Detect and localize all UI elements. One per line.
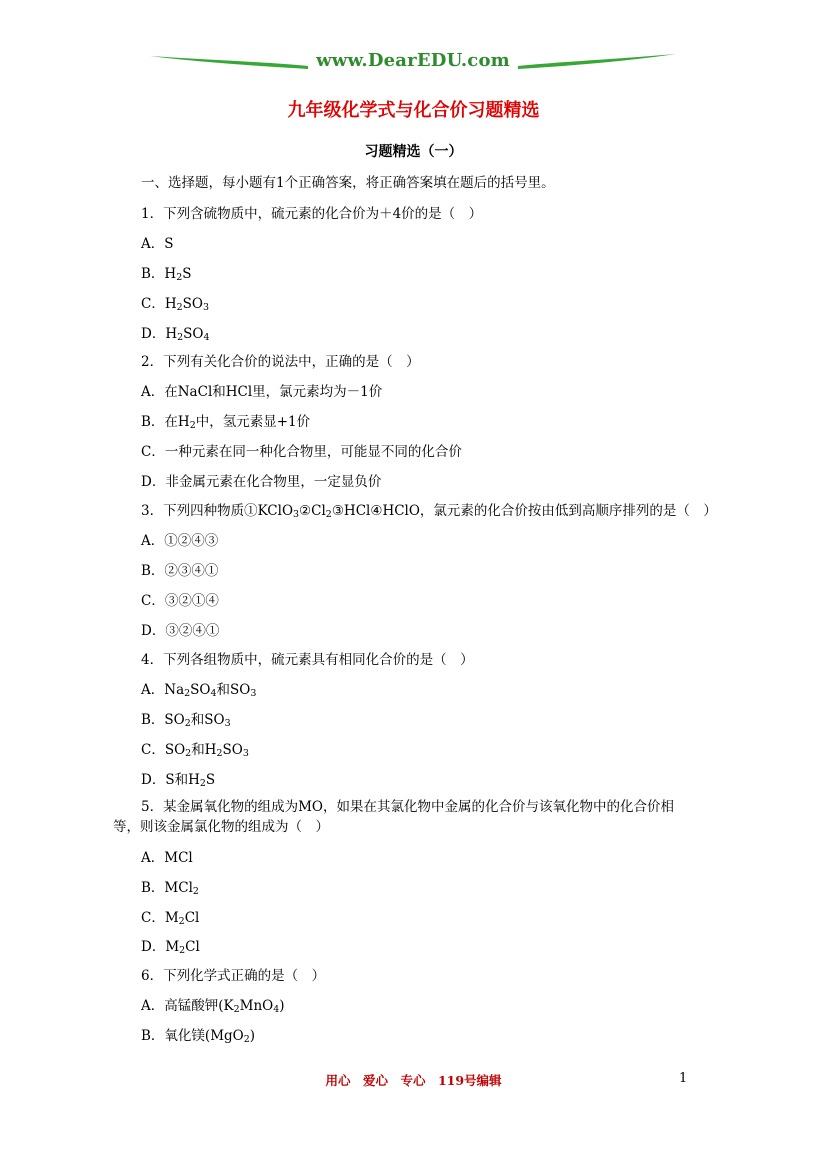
page-number: 1 <box>679 1071 688 1086</box>
answer-option: B．MCl$_2$ <box>141 880 199 897</box>
answer-option: B．氧化镁(MgO$_2$) <box>141 1028 256 1045</box>
answer-option: C．$M_2Cl$ <box>141 910 200 927</box>
answer-option: D．$M_2Cl$ <box>141 939 200 956</box>
answer-option: A．S <box>141 236 174 252</box>
question-stem: 3．下列四种物质$①KClO_3②Cl_2③HCl④HClO$，氯元素的化合价按由低到高顺序排列的是（ ） <box>141 503 717 520</box>
answer-option: D．S和$H_2S$ <box>141 772 216 789</box>
answer-option: A．$Na_2SO_4$和$SO_3$ <box>141 682 257 699</box>
site-url[interactable]: www.DearEDU.com <box>316 50 510 71</box>
question-stem: 5．某金属氧化物的组成为MO，如果在其氯化物中金属的化合价与该氧化物中的化合价相等，则该金属氯化物的组成为（ ） <box>113 799 674 835</box>
footer-text: 用心 爱心 专心 119号编辑 <box>325 1073 502 1088</box>
document-title: 九年级化学式与化合价习题精选 <box>287 100 540 121</box>
answer-option: D．③②④① <box>141 623 220 639</box>
header-banner <box>148 48 678 78</box>
answer-option: C．一种元素在同一种化合物里，可能显不同的化合价 <box>141 444 462 460</box>
answer-option: B．②③④① <box>141 563 219 579</box>
section-title: 习题精选（一） <box>364 144 463 160</box>
question-stem: 1．下列含硫物质中，硫元素的化合价为＋4价的是（ ） <box>141 206 483 222</box>
answer-option: C．③②①④ <box>141 593 219 609</box>
instruction-text: 一、选择题，每小题有1个正确答案，将正确答案填在题后的括号里。 <box>141 175 555 191</box>
question-stem: 6．下列化学式正确的是（ ） <box>141 968 326 984</box>
answer-option: A．①②④③ <box>141 533 219 549</box>
answer-option: D．非金属元素在化合物里，一定显负价 <box>141 474 382 490</box>
answer-option: A．高锰酸钾$(K_2MnO_4)$ <box>141 998 285 1015</box>
answer-option: C．$SO_2$和$H_2SO_3$ <box>141 742 249 759</box>
answer-option: A．MCl <box>141 850 193 866</box>
answer-option: B．$SO_2$和$SO_3$ <box>141 712 231 729</box>
answer-option: C．$H_2SO_3$ <box>141 296 209 313</box>
answer-option: D．$H_2SO_4$ <box>141 326 210 343</box>
question-stem: 4．下列各组物质中，硫元素具有相同化合价的是（ ） <box>141 652 474 668</box>
answer-option: B．在$H_2$中，氢元素显+1价 <box>141 414 311 431</box>
answer-option: A．在NaCl和HCl里，氯元素均为－1价 <box>141 384 383 400</box>
answer-option: B．$H_2S$ <box>141 266 192 283</box>
question-stem: 2．下列有关化合价的说法中，正确的是（ ） <box>141 354 420 370</box>
